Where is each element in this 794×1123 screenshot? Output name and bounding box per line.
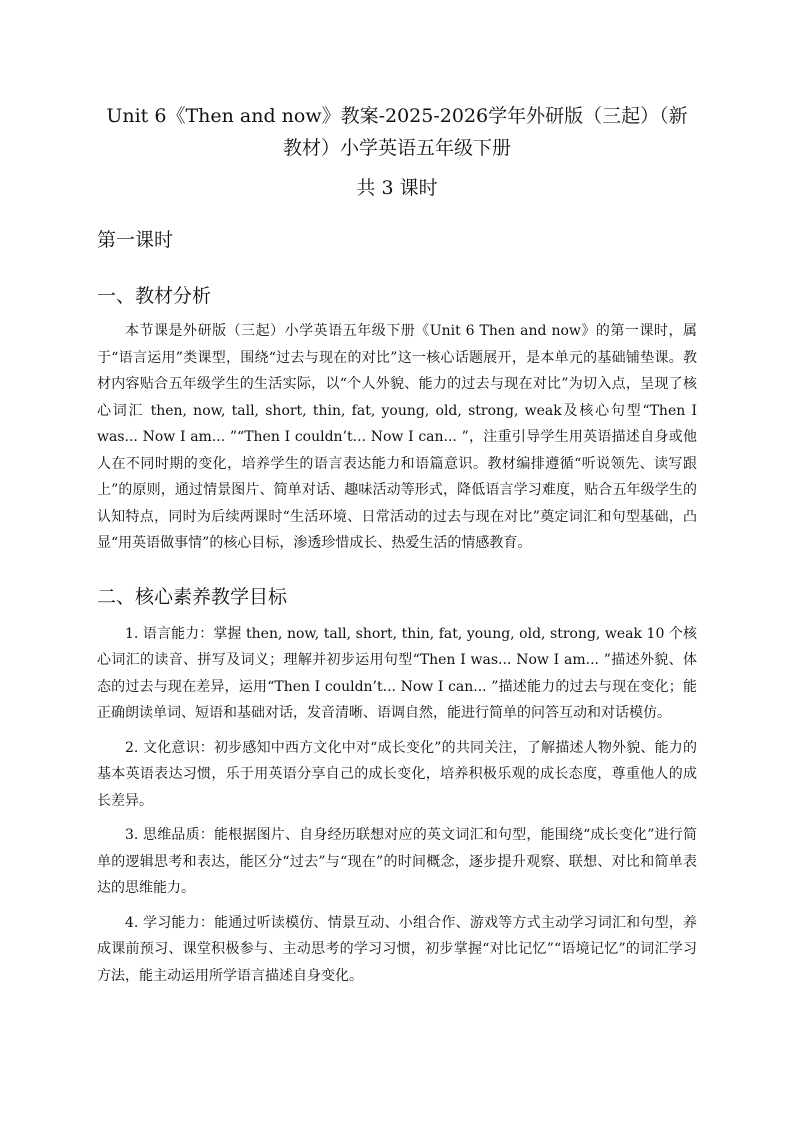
document-title-line1: Unit 6《Then and now》教案-2025-2026学年外研版（三起）（新 bbox=[106, 105, 688, 127]
goal-cultural-awareness: 2. 文化意识：初步感知中西方文化中对“成长变化”的共同关注，了解描述人物外貌、能力的基本英语表达习惯，乐于用英语分享自己的成长变化，培养积极乐观的成长态度，尊重他人的成长差异。 bbox=[97, 739, 697, 809]
goal-language-ability: 1. 语言能力：掌握 then, now, tall, short, thin, fat, young, old, strong, weak 10 个核心词汇的读音、拼写及词义；理解并初步运用句型“Then I was... Now I am... ”描述外貌、体态的过去与现在差异，运用“Then I couldn’t... Now I can... ”描述能力的过去与现在变化；能正确朗读单词、短语和基础对话，发音清晰、语调自然，能进行简单的问答互动和对话模仿。 bbox=[97, 625, 697, 721]
document-title-line2: 教材）小学英语五年级下册 bbox=[282, 137, 511, 159]
goal-thinking-quality: 3. 思维品质：能根据图片、自身经历联想对应的英文词汇和句型，能围绕“成长变化”进行简单的逻辑思考和表达，能区分“过去”与“现在”的时间概念，逐步提升观察、联想、对比和简单表达的思维能力。 bbox=[97, 827, 697, 896]
section-heading-textbook-analysis: 一、教材分析 bbox=[97, 285, 212, 307]
lesson-title: 第一课时 bbox=[97, 229, 174, 251]
section-heading-teaching-goals: 二、核心素养教学目标 bbox=[97, 585, 288, 608]
document-subtitle: 共 3 课时 bbox=[356, 177, 438, 199]
textbook-analysis-paragraph: 本节课是外研版（三起）小学英语五年级下册《Unit 6 Then and now》的第一课时，属于“语言运用”类课型，围绕“过去与现在的对比”这一核心话题展开，是本单元的基础铺垫课。教材内容贴合五年级学生的生活实际，以“个人外貌、能力的过去与现在对比”为切入点，呈现了核心词汇 then, now, tall, short, thin, fat, young, old, strong, weak及核心句型“Then I was... Now I am... ”“Then I couldn’t... Now I can... ”，注重引导学生用英语描述自身或他人在不同时期的变化，培养学生的语言表达能力和语篇意识。教材编排遵循“听说领先、读写跟上”的原则，通过情景图片、简单对话、趣味活动等形式，降低语言学习难度，贴合五年级学生的认知特点，同时为后续两课时“生活环境、日常活动的过去与现在对比”奠定词汇和句型基础，凸显“用英语做事情”的核心目标，渗透珍惜成长、热爱生活的情感教育。 bbox=[97, 323, 697, 551]
document-title bbox=[97, 100, 697, 164]
goal-learning-ability: 4. 学习能力：能通过听读模仿、情景互动、小组合作、游戏等方式主动学习词汇和句型，养成课前预习、课堂积极参与、主动思考的学习习惯，初步掌握“对比记忆”“语境记忆”的词汇学习方法，能主动运用所学语言描述自身变化。 bbox=[97, 914, 697, 984]
document-page bbox=[97, 100, 697, 989]
